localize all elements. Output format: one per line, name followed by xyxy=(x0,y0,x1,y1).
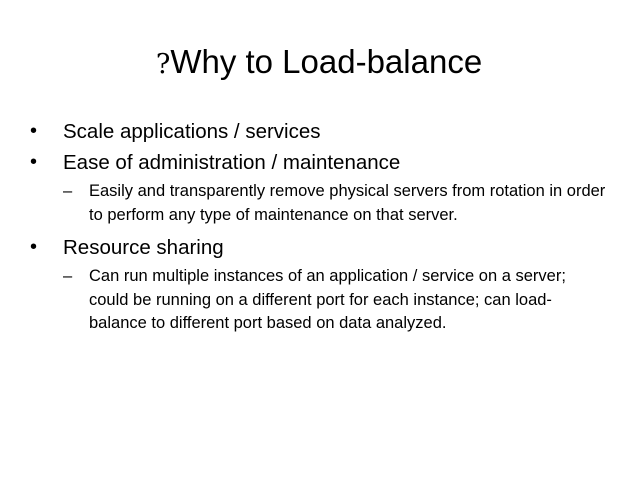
sub-bullet-text: Can run multiple instances of an application / service on a server; could be running on a different port for each instance; can load-balance to different port based on data analyzed. xyxy=(89,267,566,332)
sub-bullet-text: Easily and transparently remove physical servers from rotation in order to perform any type of maintenance on that server. xyxy=(89,182,606,224)
sub-bullet-item xyxy=(30,180,609,227)
sub-bullet-dash: – xyxy=(63,182,73,200)
bullet-text: Ease of administration / maintenance xyxy=(63,151,401,174)
slide-body xyxy=(30,116,610,341)
bullet-dot: • xyxy=(30,236,38,258)
sub-bullet-item xyxy=(30,265,609,336)
bullet-item xyxy=(30,232,610,263)
title-text: Why to Load-balance xyxy=(170,43,483,80)
bullet-item xyxy=(30,147,610,178)
sub-bullet-dash: – xyxy=(63,267,73,285)
bullet-dot: • xyxy=(30,151,38,173)
bullet-dot: • xyxy=(30,120,38,142)
slide-title xyxy=(0,40,638,87)
title-question-mark: ? xyxy=(155,49,171,80)
bullet-item xyxy=(30,116,610,147)
bullet-text: Scale applications / services xyxy=(63,120,321,143)
bullet-text: Resource sharing xyxy=(63,236,224,259)
